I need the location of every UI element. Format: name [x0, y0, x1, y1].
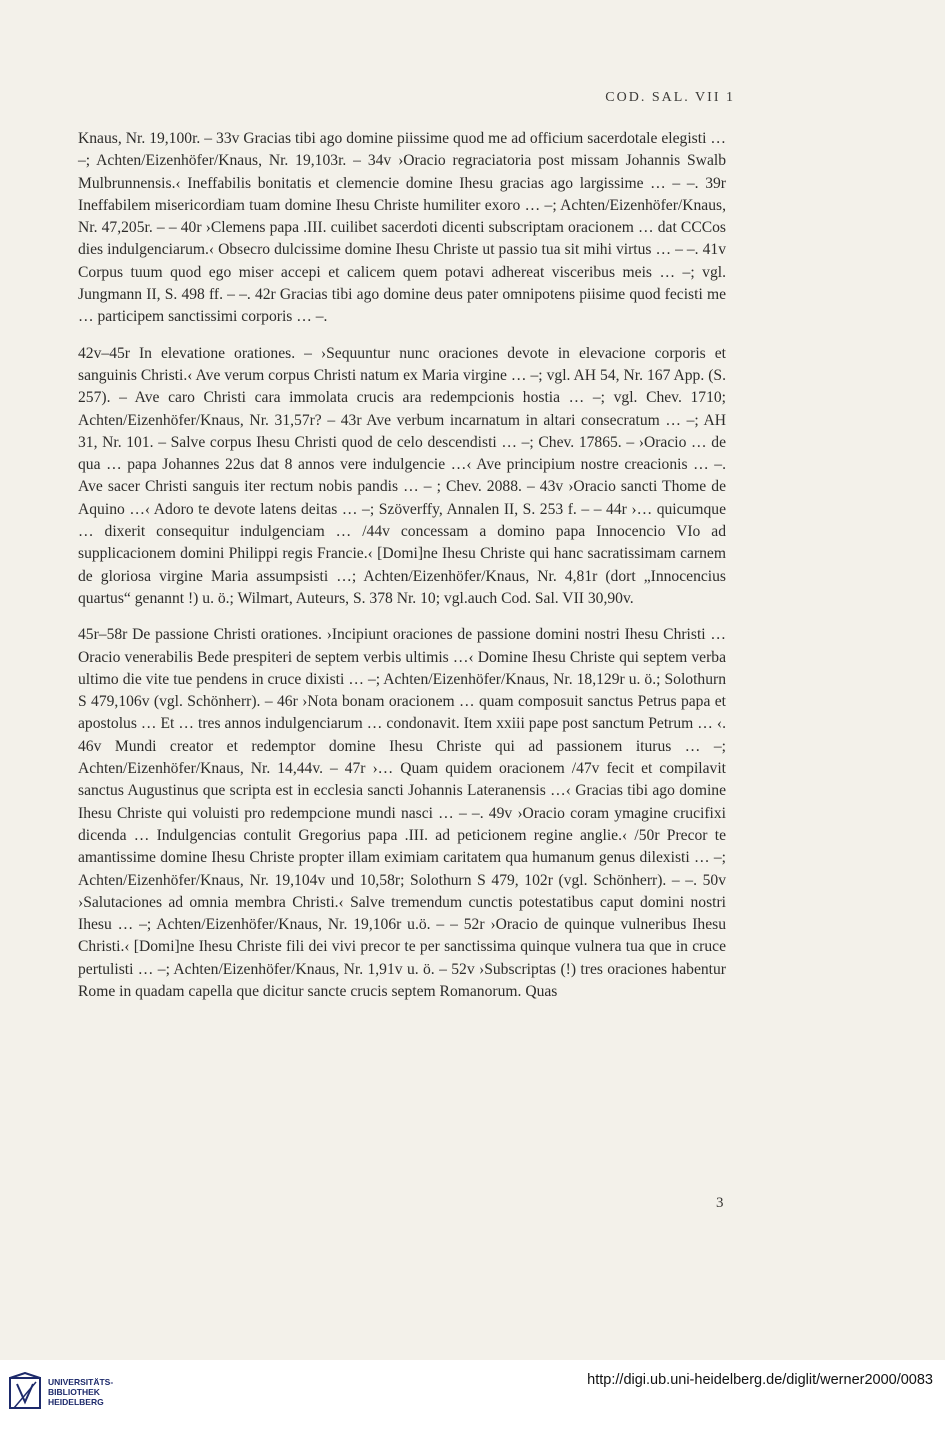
paragraph-1: Knaus, Nr. 19,100r. – 33v Gracias tibi ago domine piissime quod me ad officium sacerdotale elegisti … –; Achten/Eizenhöfer/Knaus, Nr. 19,103r. – 34v ›Oracio regraciatoria post missam Johannis Swalb Mulbrunnensis.‹ Ineffabilis bonitatis et clemencie domine Ihesu gracias ago largissime … – –. 39r Ineffabilem misericordiam tuam domine Ihesu Christe humiliter exoro … –; Achten/Eizenhöfer/Knaus, Nr. 47,205r. – – 40r ›Clemens papa .III. cuilibet sacerdoti dicenti subscriptam oracionem … dat CCCos dies indulgenciarum.‹ Obsecro dulcissime domine Ihesu Christe ut passio tua sit mihi virtus … – –. 41v Corpus tuum quod ego miser accepi et calicem quem potavi adhereat visceribus meis … –; vgl. Jungmann II, S. 498 ff. – –. 42r Gracias tibi ago domine deus pater omnipotens piisime quod fecisti me … participem sanctissimi corporis … –.	[78, 130, 726, 326]
logo-line-1: UNIVERSITÄTS-	[48, 1377, 114, 1387]
paragraph-3: 45r–58r De passione Christi orationes. ›Incipiunt oraciones de passione domini nostri Ihesu Christi … Oracio venerabilis Bede prespiteri de septem verbis ultimis …‹ Domine Ihesu Christe qui septem verba ultimo die vite tue pendens in cruce dixisti … –; Achten/Eizenhöfer/Knaus, Nr. 18,129r u. ö.; Solothurn S 479,106v (vgl. Schönherr). – 46r ›Nota bonam oracionem … quam composuit sanctus Petrus papa et apostolus … Et … tres annos indulgenciarum … condonavit. Item xxiii pape post sanctum Petrum … ‹. 46v Mundi creator et redemptor domine Ihesu Christe qui ad passionem iturus … –; Achten/Eizenhöfer/Knaus, Nr. 14,44v. – 47r ›… Quam quidem oracionem /47v fecit et compilavit sanctus Augustinus que scripta est in ecclesia sancti Johannis Lateranensis …‹ Gracias tibi ago domine Ihesu Christe qui voluisti pro redempcione mundi nasci … – –. 49v ›Oracio coram ymagine crucifixi dicenda … Indulgencias contulit Gregorius papa .III. ad peticionem regine anglie.‹ /50r Precor te amantissime domine Ihesu Christe propter illam eximiam caritatem qua humanum genus dilexisti … –; Achten/Eizenhöfer/Knaus, Nr. 19,104v und 10,58r; Solothurn S 479, 102r (vgl. Schönherr). – –. 50v ›Salutaciones ad omnia membra Christi.‹ Salve tremendum cunctis potestatibus caput domini nostri Ihesu … –; Achten/Eizenhöfer/Knaus, Nr. 19,106r u.ö. – – 52r ›Oracio de quinque vulneribus Ihesu Christi.‹ [Domi]ne Ihesu Christe fili dei vivi precor te per sanctissima quinque vulnera tua que in cruce pertulisti … –; Achten/Eizenhöfer/Knaus, Nr. 1,91v u. ö. – 52v ›Subscriptas (!) tres oraciones habentur Rome in quadam capella que dicitur sancte crucis septem Romanorum. Quas	[78, 626, 726, 1000]
library-logo-text	[48, 1377, 113, 1407]
library-logo[interactable]	[8, 1372, 113, 1412]
library-logo-icon	[8, 1372, 42, 1412]
page-number: 3	[716, 1195, 724, 1211]
paragraph-2: 42v–45r In elevatione orationes. – ›Sequuntur nunc oraciones devote in elevacione corporis et sanguinis Christi.‹ Ave verum corpus Christi natum ex Maria virgine … –; vgl. AH 54, Nr. 167 App. (S. 257). – Ave caro Christi cara immolata crucis ara redempcionis hostia … –; vgl. Chev. 1710; Achten/Eizenhöfer/Knaus, Nr. 31,57r? – 43r Ave verbum incarnatum in altari consecratum … –; AH 31, Nr. 101. – Salve corpus Ihesu Christi quod de celo descendisti … –; Chev. 17865. – ›Oracio … de qua … papa Johannes 22us dat 8 annos vere indulgencie …‹ Ave principium nostre creacionis … –. Ave sacer Christi sanguis iter rectum nobis pandis … – ; Chev. 2088. – 43v ›Oracio sancti Thome de Aquino …‹ Adoro te devote latens deitas … –; Szöverffy, Annalen II, S. 253 f. – – 44r ›… quicumque … dixerit consequitur indulgenciam … /44v concessam a domino papa Innocencio VIo ad supplicacionem domini Philippi regis Francie.‹ [Domi]ne Ihesu Christe qui hanc sacratissimam carnem de gloriosa virgine Maria assumpsisti …; Achten/Eizenhöfer/Knaus, Nr. 4,81r (dort „Innocencius quartus“ genannt !) u. ö.; Wilmart, Auteurs, S. 378 Nr. 10; vgl.auch Cod. Sal. VII 30,90v.	[78, 344, 726, 607]
footer-bar	[0, 1360, 945, 1429]
logo-line-2: BIBLIOTHEK	[48, 1387, 100, 1397]
running-head: COD. SAL. VII 1	[605, 90, 735, 105]
text-block	[78, 128, 726, 1017]
permalink-url[interactable]: http://digi.ub.uni-heidelberg.de/diglit/werner2000/0083	[587, 1372, 933, 1388]
logo-line-3: HEIDELBERG	[48, 1397, 104, 1407]
